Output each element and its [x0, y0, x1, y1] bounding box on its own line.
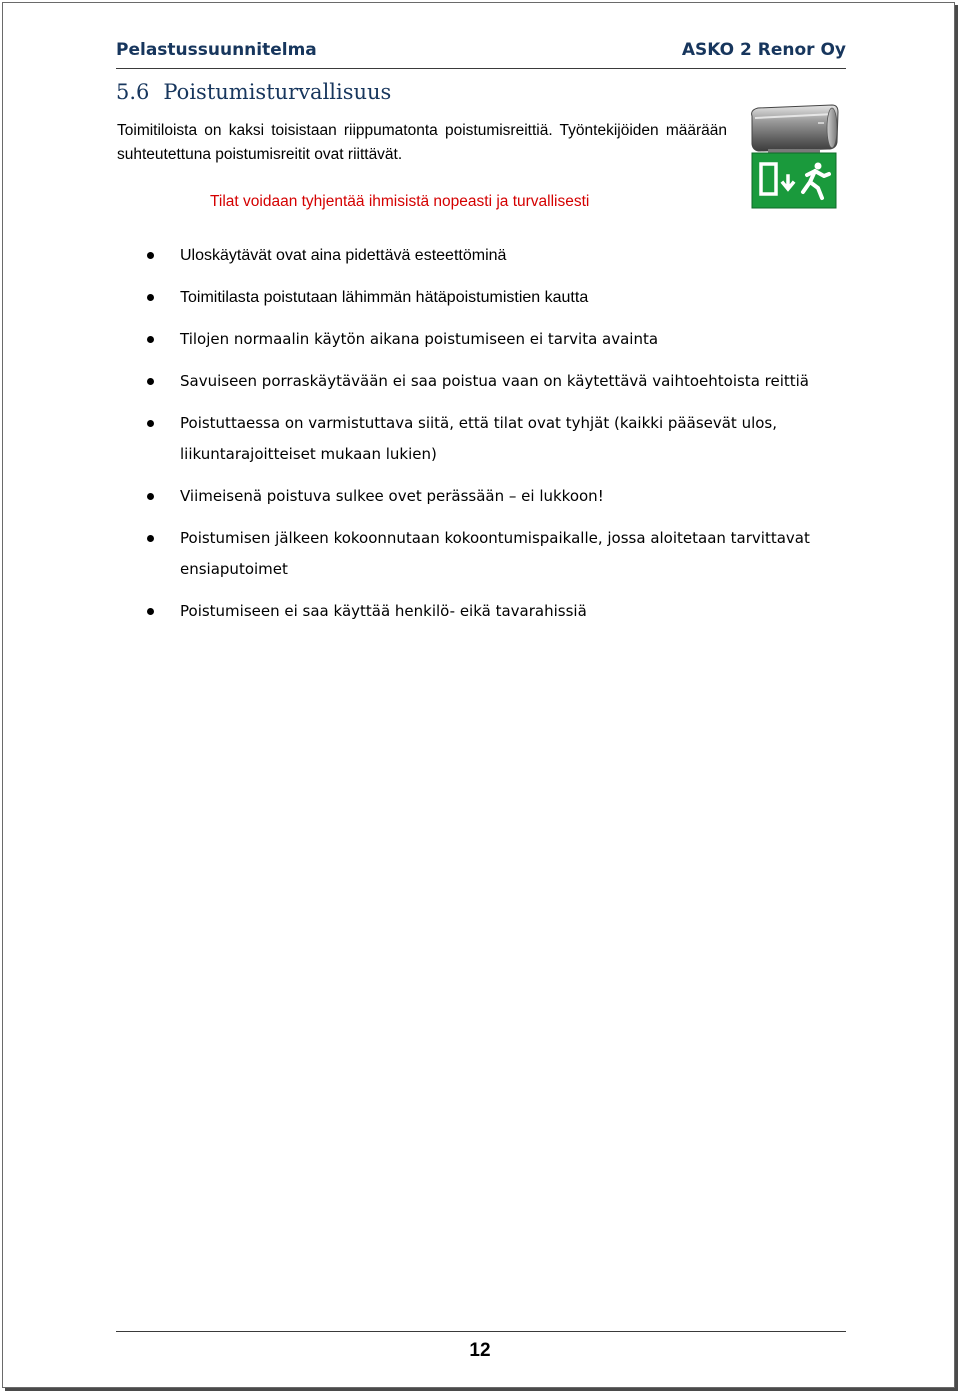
list-item [140, 481, 840, 512]
bullet-icon [147, 535, 154, 542]
list-item-text: Savuiseen porraskäytävään ei saa poistua vaan on käytettävä vaihtoehtoista reittiä [180, 372, 810, 390]
list-item-text: Viimeisenä poistuva sulkee ovet perässään – ei lukkoon! [180, 487, 604, 505]
page-number: 12 [469, 1340, 491, 1361]
bullet-icon [147, 493, 154, 500]
list-item [140, 408, 840, 470]
list-item-text: Poistuttaessa on varmistuttava siitä, että tilat ovat tyhjät (kaikki pääsevät ulos, liikuntarajoitteiset mukaan lukien) [180, 414, 778, 463]
section-title: Poistumisturvallisuus [163, 80, 392, 104]
bullet-icon [147, 608, 154, 615]
emergency-exit-sign-icon [748, 102, 840, 210]
bullet-icon [147, 336, 154, 343]
list-item-text: Tilojen normaalin käytön aikana poistumiseen ei tarvita avainta [180, 330, 659, 348]
bullet-icon [147, 378, 154, 385]
list-item [140, 596, 840, 627]
list-item-text: Poistumiseen ei saa käyttää henkilö- eikä tavarahissiä [180, 602, 587, 620]
bullet-icon [147, 294, 154, 301]
list-item [140, 324, 840, 355]
list-item [140, 366, 840, 397]
company-name: ASKO 2 Renor Oy [681, 40, 846, 60]
section-number: 5.6 [116, 80, 150, 104]
section-heading [116, 80, 391, 104]
list-item [140, 240, 840, 271]
list-item [140, 282, 840, 313]
list-item-text: Uloskäytävät ovat aina pidettävä esteettöminä [180, 247, 507, 264]
highlight-statement: Tilat voidaan tyhjentää ihmisistä nopeasti ja turvallisesti [210, 193, 590, 210]
page-header [116, 38, 846, 69]
list-item [140, 523, 840, 585]
bullet-icon [147, 420, 154, 427]
footer-divider [116, 1331, 846, 1332]
list-item-text: Toimitilasta poistutaan lähimmän hätäpoistumistien kautta [180, 289, 589, 306]
safety-rules-list [140, 240, 840, 638]
document-title: Pelastussuunnitelma [116, 40, 317, 60]
bullet-icon [147, 252, 154, 259]
intro-paragraph: Toimitiloista on kaksi toisistaan riippumatonta poistumisreittiä. Työntekijöiden määrään suhteutettuna poistumisreitit ovat riittävät. [117, 122, 727, 163]
list-item-text: Poistumisen jälkeen kokoonnutaan kokoontumispaikalle, jossa aloitetaan tarvittavat ensiaputoimet [180, 529, 810, 578]
